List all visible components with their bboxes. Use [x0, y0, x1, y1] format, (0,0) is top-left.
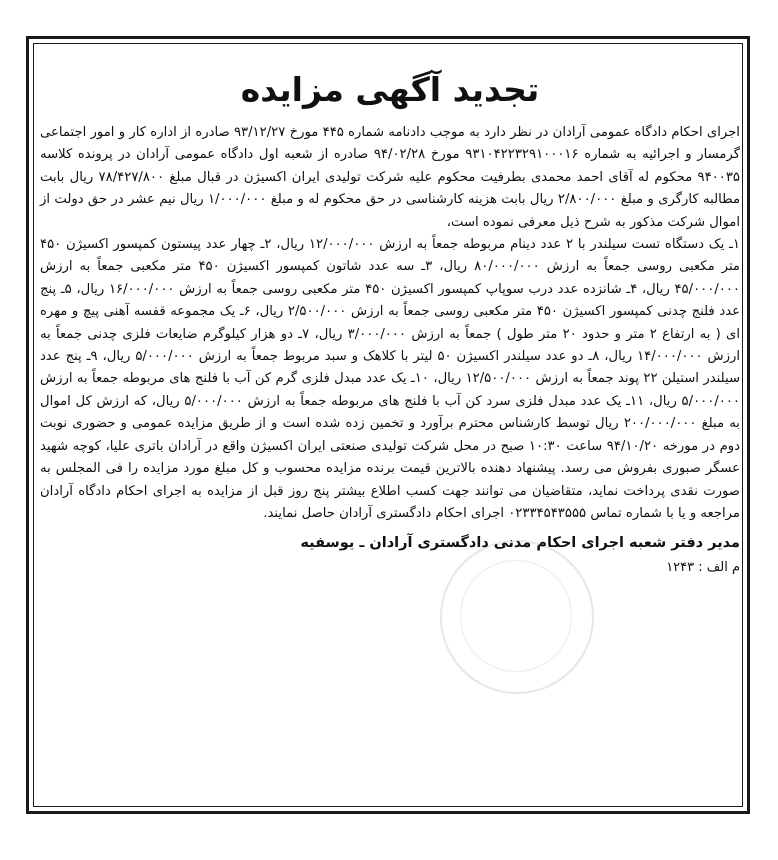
notice-title: تجدید آگهی مزایده — [240, 70, 540, 109]
notice-items-paragraph: ۱ـ یک دستگاه تست سیلندر با ۲ عدد دینام مربوطه جمعاً به ارزش ۱۲/۰۰۰/۰۰۰ ریال، ۲ـ چهار عدد پیستون کمپسور اکسیژن ۴۵۰ متر مکعبی روسی جمعاً به ارزش ۸۰/۰۰۰/۰۰۰ ریال، ۳ـ سه عدد شاتون کمپسور اکسیژن ۴۵۰ متر مکعبی جمعاً به ارزش ۴۵/۰۰۰/۰۰۰ ریال، ۴ـ شانزده عدد درب سوپاپ کمپسور اکسیژن ۴۵۰ متر مکعبی روسی جمعاً به ارزش ۱۶/۰۰۰/۰۰۰ ریال، ۵ـ پنج عدد فلنج چدنی کمپسور اکسیژن ۴۵۰ متر مکعبی روسی جمعاً به ارزش ۲/۵۰۰/۰۰۰ ریال، ۶ـ یک مجموعه قفسه آهنی پیچ و مهره ای ( به ارتفاع ۲ متر و حدود ۲۰ متر طول ) جمعاً به ارزش ۳/۰۰۰/۰۰۰ ریال، ۷ـ دو هزار کیلوگرم ضایعات فلزی چدنی جمعاً به ارزش ۱۴/۰۰۰/۰۰۰ ریال، ۸ـ دو عدد سیلندر اکسیژن ۵۰ لیتر با کلاهک و سبد مربوط جمعاً به ارزش ۵/۰۰۰/۰۰۰ ریال، ۹ـ پنج عدد سیلندر استیلن ۲۲ پوند جمعاً به ارزش ۱۲/۵۰۰/۰۰۰ ریال، ۱۰ـ یک عدد مبدل فلزی گرم کن آب با فلنج های مربوطه جمعاً به ارزش ۵/۰۰۰/۰۰۰ ریال، ۱۱ـ یک عدد مبدل فلزی سرد کن آب با فلنج های مربوطه جمعاً به ارزش ۵/۰۰۰/۰۰۰ ریال، که ارزش کل اموال به مبلغ ۲۰۰/۰۰۰/۰۰۰ ریال توسط کارشناس محترم برآورد و تخمین زده شده است و از طریق مزایده عمومی و حضوری نوبت دوم در مورخه ۹۴/۱۰/۲۰ ساعت ۱۰:۳۰ صبح در محل شرکت تولیدی صنعتی ایران اکسیژن واقع در آرادان باتری علیا، کوچه شهید عسگر صبوری بفروش می رسد. پیشنهاد دهنده بالاترین قیمت برنده مزایده محسوب و کل مبلغ مورد مزایده را فی المجلس به صورت نقدی پرداخت نماید، متقاضیان می توانند جهت کسب اطلاع بیشتر پنج روز قبل از مزایده به اجرای احکام دادگاه آرادان مراجعه و یا با شماره تماس ۰۲۳۳۴۵۴۳۵۵۵ اجرای احکام دادگستری آرادان حاصل نمایند. — [40, 237, 741, 521]
notice-intro-paragraph: اجرای احکام دادگاه عمومی آرادان در نظر دارد به موجب دادنامه شماره ۴۴۵ مورخ ۹۳/۱۲/۲۷ صادره از اداره کار و امور اجتماعی گرمسار و اجرائیه به شماره ۹۳۱۰۴۲۲۳۲۹۱۰۰۰۱۶ مورخ ۹۴/۰۲/۲۸ صادره از شعبه اول دادگاه عمومی آرادان در پرونده کلاسه ۹۴۰۰۳۵ محکوم له آقای احمد محمدی بطرفیت محکوم علیه شرکت تولیدی ایران اکسیژن در قبال مبلغ ۷۸/۴۲۷/۸۰۰ ریال بابت مطالبه کارگری و مبلغ ۲/۸۰۰/۰۰۰ ریال بابت هزینه کارشناسی در حق محکوم له و مبلغ ۱/۰۰۰/۰۰۰ ریال نیم عشر در حق دولت از اموال شرکت مذکور به شرح ذیل معرفی نموده است، — [40, 125, 741, 230]
notice-reference-number: م الف : ۱۲۴۳ — [666, 560, 740, 576]
notice-content — [40, 60, 740, 579]
notice-signature: مدیر دفتر شعبه اجرای احکام مدنی دادگستری آرادان ـ یوسفیه — [300, 535, 740, 552]
notice-body — [40, 122, 740, 525]
